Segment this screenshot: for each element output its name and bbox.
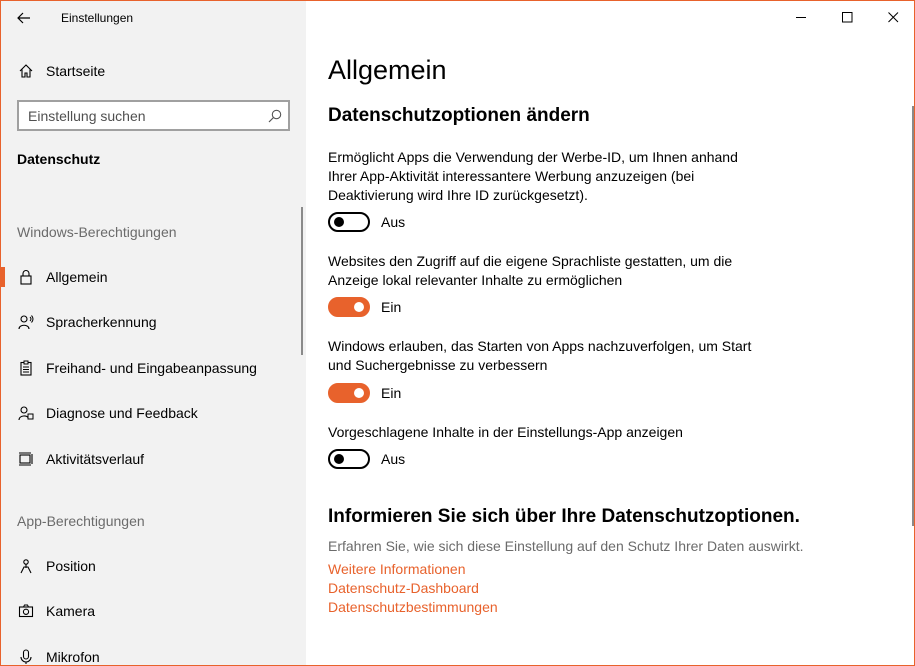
- sidebar-item-label: Startseite: [46, 63, 106, 79]
- windows-permissions-heading: Windows-Berechtigungen: [17, 224, 177, 240]
- clipboard-icon: [17, 359, 35, 377]
- close-icon: [888, 12, 899, 23]
- sidebar-item-position[interactable]: [1, 546, 301, 586]
- title-bar-left: [1, 1, 306, 35]
- sidebar-item-label: Position: [46, 558, 96, 574]
- content-scrollbar[interactable]: [912, 106, 914, 526]
- toggle-state-label: Ein: [381, 385, 402, 401]
- app-permissions-heading: App-Berechtigungen: [17, 513, 145, 529]
- toggle-state-label: Aus: [381, 214, 406, 230]
- sidebar-item-label: Allgemein: [46, 269, 108, 285]
- more-info-link[interactable]: Weitere Informationen: [328, 561, 466, 577]
- sidebar-item-label: Kamera: [46, 603, 96, 619]
- feedback-icon: [17, 404, 35, 422]
- current-section-label: Datenschutz: [17, 151, 101, 167]
- sidebar-item-freihand[interactable]: [1, 348, 301, 388]
- sidebar-item-label: Spracherkennung: [46, 314, 157, 330]
- camera-icon: [17, 602, 35, 620]
- lock-icon: [17, 268, 35, 286]
- toggle-knob: [354, 388, 364, 398]
- maximize-icon: [842, 12, 853, 23]
- suggested-content-toggle[interactable]: [328, 449, 370, 469]
- search-box[interactable]: [17, 100, 290, 131]
- privacy-statement-link[interactable]: Datenschutzbestimmungen: [328, 599, 498, 615]
- maximize-button[interactable]: [824, 1, 870, 33]
- sidebar-scrollbar[interactable]: [301, 207, 303, 355]
- app-launch-tracking-toggle[interactable]: [328, 383, 370, 403]
- minimize-icon: [796, 12, 807, 23]
- search-icon[interactable]: [267, 108, 283, 124]
- sidebar-item-allgemein[interactable]: [1, 257, 301, 297]
- option-description: Websites den Zugriff auf die eigene Sprachliste gestatten, um die Anzeige lokal relevanter Inhalte zu ermöglichen: [328, 253, 733, 288]
- microphone-icon: [17, 648, 35, 666]
- toggle-state-label: Aus: [381, 451, 406, 467]
- sidebar: [1, 1, 306, 666]
- sidebar-item-label: Mikrofon: [46, 649, 100, 665]
- toggle-knob: [334, 217, 344, 227]
- timeline-icon: [17, 450, 35, 468]
- advertising-id-toggle[interactable]: [328, 212, 370, 232]
- toggle-state-label: Ein: [381, 299, 402, 315]
- sidebar-item-label: Freihand- und Eingabeanpassung: [46, 360, 257, 376]
- option-description: Vorgeschlagene Inhalte in der Einstellungs-App anzeigen: [328, 424, 683, 440]
- minimize-button[interactable]: [778, 1, 824, 33]
- main-content: [306, 1, 915, 666]
- option-description: Ermöglicht Apps die Verwendung der Werbe-ID, um Ihnen anhand Ihrer App-Aktivität interessantere Werbung anzuzeigen (bei Deaktivierung wird Ihre ID zurückgesetzt).: [328, 149, 738, 203]
- section-title: Datenschutzoptionen ändern: [328, 105, 590, 126]
- sidebar-item-label: Aktivitätsverlauf: [46, 451, 145, 467]
- location-icon: [17, 557, 35, 575]
- sidebar-item-label: Diagnose und Feedback: [46, 405, 198, 421]
- info-text: Erfahren Sie, wie sich diese Einstellung auf den Schutz Ihrer Daten auswirkt.: [328, 538, 804, 554]
- sidebar-item-spracherkennung[interactable]: [1, 302, 301, 342]
- window-controls: [778, 1, 915, 33]
- language-list-toggle[interactable]: [328, 297, 370, 317]
- sidebar-item-mikrofon[interactable]: [1, 637, 301, 666]
- page-title: Allgemein: [328, 55, 447, 85]
- toggle-knob: [354, 302, 364, 312]
- option-description: Windows erlauben, das Starten von Apps nachzuverfolgen, um Start und Suchergebnisse zu verbessern: [328, 338, 752, 373]
- close-button[interactable]: [870, 1, 915, 33]
- back-button[interactable]: [9, 5, 39, 31]
- toggle-knob: [334, 454, 344, 464]
- sidebar-item-kamera[interactable]: [1, 591, 301, 631]
- sidebar-item-aktivitaet[interactable]: [1, 439, 301, 479]
- search-input[interactable]: [19, 102, 259, 129]
- app-title: Einstellungen: [61, 11, 134, 25]
- back-arrow-icon: [17, 12, 31, 24]
- info-title: Informieren Sie sich über Ihre Datenschutzoptionen.: [328, 506, 800, 527]
- home-icon: [17, 62, 35, 80]
- speech-icon: [17, 313, 35, 331]
- sidebar-item-diagnose[interactable]: [1, 393, 301, 433]
- sidebar-item-home[interactable]: [1, 51, 301, 91]
- privacy-dashboard-link[interactable]: Datenschutz-Dashboard: [328, 580, 479, 596]
